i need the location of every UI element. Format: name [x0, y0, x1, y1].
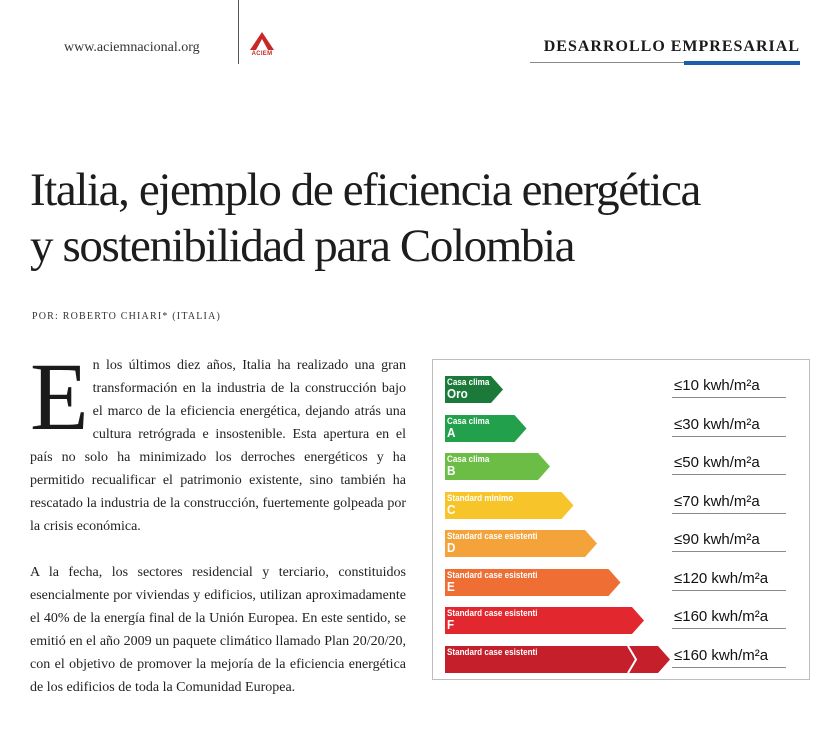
energy-band-label: Standard case esistenti [447, 608, 538, 618]
energy-band-value: ≤10 kwh/m²a [674, 377, 760, 394]
section-title: DESARROLLO EMPRESARIAL [543, 38, 800, 55]
article-title [30, 162, 820, 274]
energy-band-letter: Oro [447, 386, 468, 401]
energy-band-value-rule [672, 590, 786, 591]
section-accent-bar [684, 61, 800, 65]
paragraph-1 [30, 343, 406, 538]
energy-band-1 [445, 376, 505, 403]
logo-text: ACIEM [251, 51, 273, 57]
energy-band-value: ≤90 kwh/m²a [674, 531, 760, 548]
energy-band-label: Standard case esistenti [447, 646, 538, 657]
title-line-2: y sostenibilidad para Colombia [30, 220, 575, 272]
energy-band-value-rule [672, 628, 786, 629]
energy-band-letter: F [447, 617, 455, 632]
energy-band-label: Casa clima [447, 454, 490, 464]
energy-band-3 [445, 453, 552, 480]
energy-band-value: ≤160 kwh/m²a [674, 608, 769, 625]
energy-band-5 [445, 530, 599, 557]
byline: POR: ROBERTO CHIARI* (ITALIA) [32, 311, 222, 322]
energy-band-value-rule [672, 474, 786, 475]
title-line-1: Italia, ejemplo de eficiencia energética [30, 164, 700, 216]
header-divider [238, 0, 239, 64]
energy-band-7 [445, 607, 646, 634]
energy-band-value-rule [672, 513, 786, 514]
energy-band-label: Casa clima [447, 377, 490, 387]
energy-band-value: ≤30 kwh/m²a [674, 415, 760, 433]
article-body [30, 343, 406, 722]
site-url[interactable]: www.aciemnacional.org [64, 40, 200, 55]
energy-band-value: ≤160 kwh/m²a [674, 646, 769, 664]
energy-band-value: ≤50 kwh/m²a [674, 454, 760, 471]
energy-band-value: ≤70 kwh/m²a [674, 492, 760, 510]
paragraph-2: A la fecha, los sectores residencial y terciario, constituidos esencialmente por viviendas y edificios, utilizan aproximadamente el 40% de la energía final de la Unión Europea. En este sentido, se emitió en el año 2009 un paquete climático llamado Plan 20/20/20, con el objetivo de promover la mejoría de la eficiencia energética de los edificios de toda la Comunidad Europea. [30, 565, 406, 695]
paragraph-1-text: n los últimos diez años, Italia ha realizado una gran transformación en la industria de la construcción bajo el marco de la eficiencia energética, dejando atrás una cultura retrógrada e insostenible. Esta apertura en el país no solo ha minimizado los derroches energéticos y ha permitido recualificar el patrimonio existente, sino también ha rescatado la industria de la construcción, fuertemente golpeada por la crisis económica. [30, 358, 406, 534]
energy-band-6 [445, 569, 623, 596]
energy-band-letter: E [447, 578, 455, 594]
energy-band-letter: B [447, 463, 456, 478]
energy-band-label: Standard case esistenti [447, 569, 538, 580]
energy-band-label: Standard minimo [447, 492, 514, 503]
energy-band-label: Casa clima [447, 415, 490, 426]
energy-band-label: Standard case esistenti [447, 531, 538, 541]
energy-band-letter: D [447, 540, 456, 555]
energy-band-letter: C [447, 501, 456, 517]
energy-class-chart [432, 359, 810, 680]
energy-band-value-rule [672, 436, 786, 437]
energy-band-value: ≤120 kwh/m²a [674, 569, 769, 587]
energy-band-value-rule [672, 667, 786, 668]
energy-band-value-rule [672, 397, 786, 398]
drop-cap: E [30, 343, 89, 450]
energy-band-value-rule [672, 551, 786, 552]
energy-band-8 [445, 646, 672, 673]
energy-band-2 [445, 415, 529, 442]
energy-band-letter: A [447, 424, 456, 440]
energy-band-4 [445, 492, 576, 519]
